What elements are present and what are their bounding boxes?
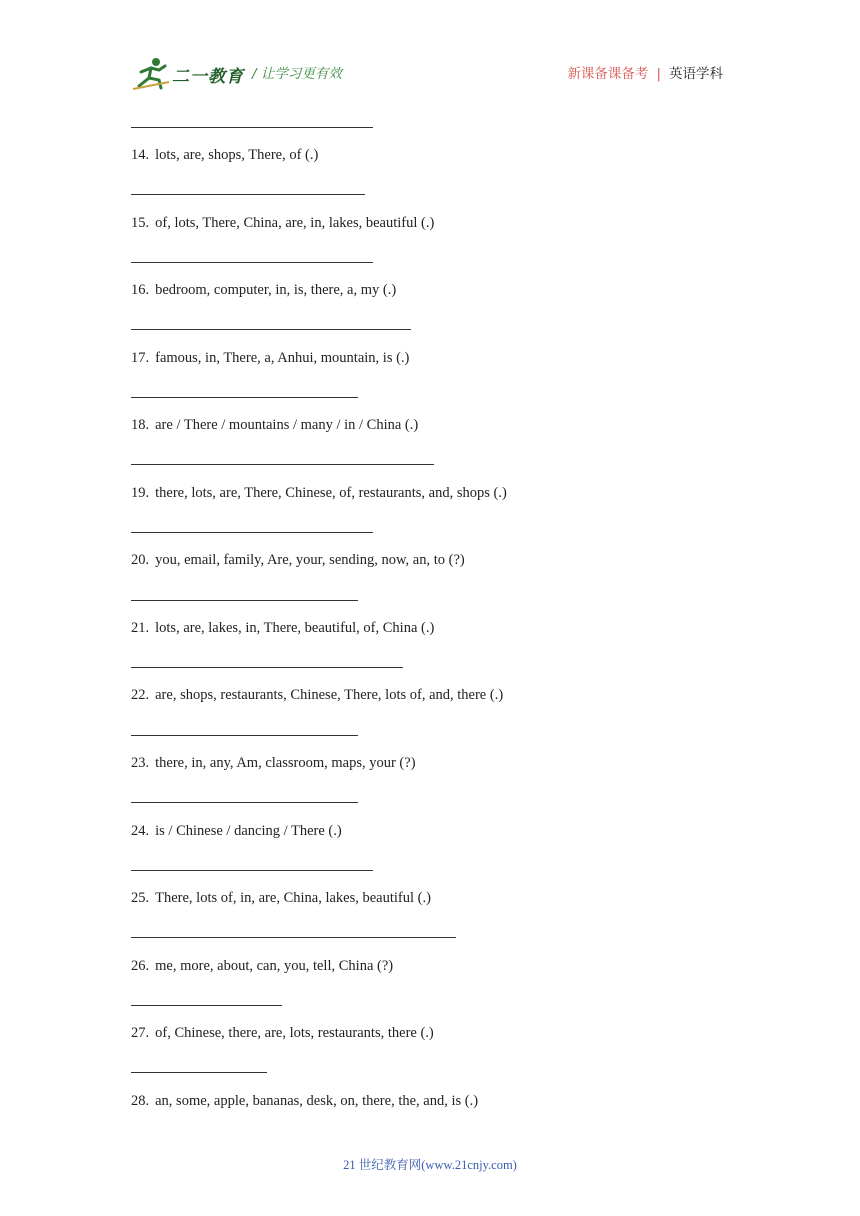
answer-line [131, 937, 456, 938]
answer-line [131, 397, 358, 398]
question-18 [131, 417, 418, 434]
question-text: lots, are, shops, There, of (.) [155, 147, 319, 163]
answer-line [131, 802, 358, 803]
page-header [0, 0, 860, 100]
question-number: 28. [131, 1093, 150, 1109]
question-19 [131, 485, 507, 502]
answer-line [131, 262, 373, 263]
question-number: 14. [131, 147, 150, 163]
question-number: 18. [131, 417, 150, 433]
question-number: 24. [131, 823, 150, 839]
question-23 [131, 755, 416, 772]
answer-line [131, 600, 358, 601]
question-text: is / Chinese / dancing / There (.) [155, 823, 342, 839]
answer-line [131, 1072, 267, 1073]
answer-line [131, 870, 373, 871]
question-number: 22. [131, 687, 150, 703]
answer-line [131, 464, 434, 465]
answer-line [131, 735, 358, 736]
question-number: 25. [131, 890, 150, 906]
question-21 [131, 620, 434, 637]
answer-line [131, 194, 365, 195]
question-number: 20. [131, 552, 150, 568]
question-text: an, some, apple, bananas, desk, on, there, the, and, is (.) [155, 1093, 479, 1109]
logo-text: 二一教育 [172, 67, 244, 87]
question-text: of, Chinese, there, are, lots, restaurants, there (.) [155, 1025, 434, 1041]
question-text: are, shops, restaurants, Chinese, There, lots of, and, there (.) [155, 687, 504, 703]
answer-line [131, 532, 373, 533]
question-number: 27. [131, 1025, 150, 1041]
question-text: of, lots, There, China, are, in, lakes, beautiful (.) [155, 215, 435, 231]
question-15 [131, 215, 434, 232]
question-text: are / There / mountains / many / in / China (.) [155, 417, 419, 433]
question-text: me, more, about, can, you, tell, China (?) [155, 958, 394, 974]
question-number: 23. [131, 755, 150, 771]
answer-line [131, 329, 411, 330]
question-25 [131, 890, 431, 907]
question-26 [131, 958, 393, 975]
header-slogan: / 让学习更有效 [252, 66, 342, 82]
question-28 [131, 1093, 478, 1110]
header-highlight: 新课备课备考 [567, 66, 649, 82]
question-text: bedroom, computer, in, is, there, a, my (.) [155, 282, 397, 298]
page-footer: 21 世纪教育网(www.21cnjy.com) [343, 1158, 517, 1172]
header-subject: 英语学科 [669, 66, 723, 82]
question-27 [131, 1025, 434, 1042]
question-16 [131, 282, 396, 299]
question-number: 16. [131, 282, 150, 298]
header-separator: | [656, 66, 661, 82]
question-text: famous, in, There, a, Anhui, mountain, is (.) [155, 350, 410, 366]
question-number: 17. [131, 350, 150, 366]
answer-line [131, 127, 373, 128]
question-number: 26. [131, 958, 150, 974]
answer-line [131, 1005, 282, 1006]
question-text: you, email, family, Are, your, sending, now, an, to (?) [155, 552, 465, 568]
question-text: there, in, any, Am, classroom, maps, your (?) [155, 755, 416, 771]
question-text: lots, are, lakes, in, There, beautiful, of, China (.) [155, 620, 435, 636]
question-text: There, lots of, in, are, China, lakes, beautiful (.) [155, 890, 431, 906]
question-22 [131, 687, 503, 704]
question-number: 15. [131, 215, 150, 231]
question-17 [131, 350, 409, 367]
question-text: there, lots, are, There, Chinese, of, restaurants, and, shops (.) [155, 485, 507, 501]
answer-line [131, 667, 403, 668]
question-20 [131, 552, 465, 569]
question-24 [131, 823, 342, 840]
question-14 [131, 147, 318, 164]
question-number: 21. [131, 620, 150, 636]
question-number: 19. [131, 485, 150, 501]
header-right [567, 62, 723, 82]
